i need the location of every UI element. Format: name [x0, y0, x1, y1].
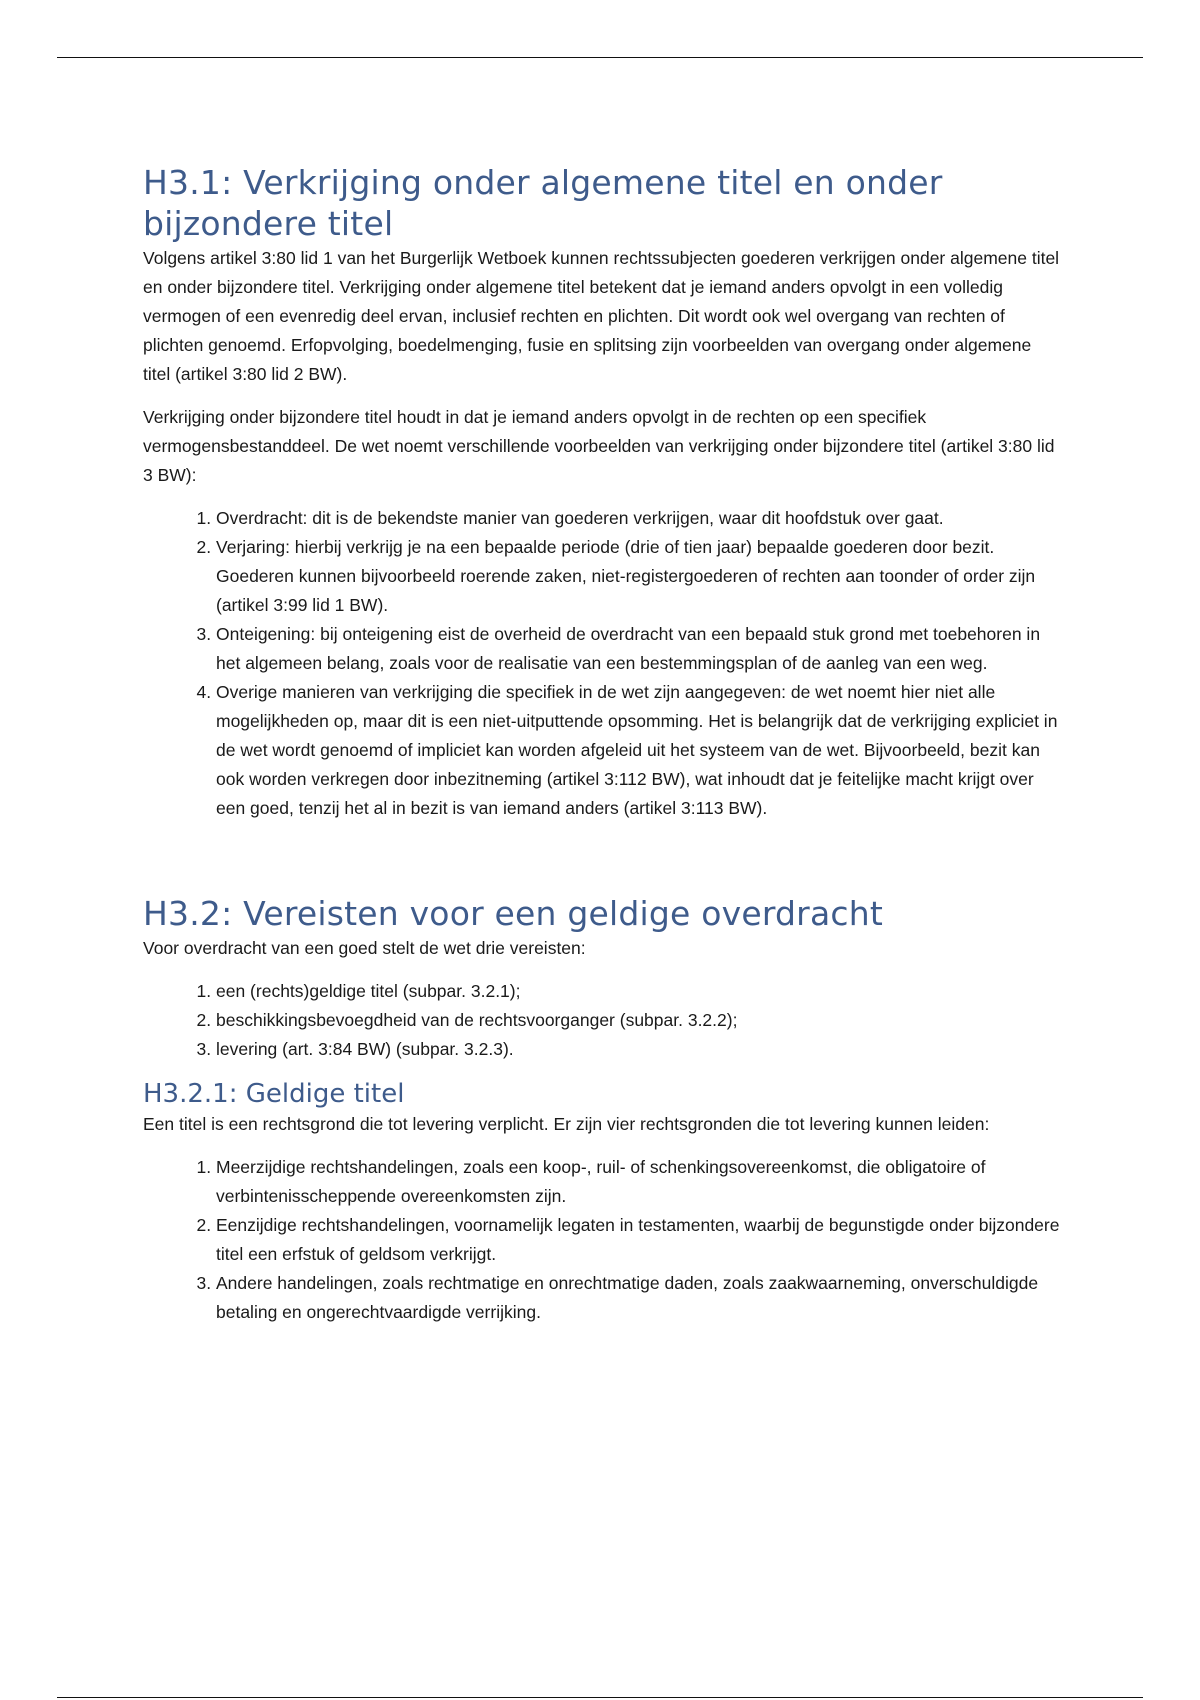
bottom-divider	[57, 1697, 1143, 1698]
numbered-list	[143, 1153, 1063, 1327]
top-divider	[57, 57, 1143, 58]
section-heading-3-2: H3.2: Vereisten voor een geldige overdracht	[143, 894, 883, 933]
subsection-heading-3-2-1: H3.2.1: Geldige titel	[143, 1079, 405, 1109]
list-item: 2. Verjaring: hierbij verkrijg je na een bepaalde periode (drie of tien jaar) bepaalde goederen door bezit. Goederen kunnen bijvoorbeeld roerende zaken, niet-registergoederen of rechten aan toonder of order zijn (artikel 3:99 lid 1 BW).	[216, 533, 1063, 620]
section-heading-3-1: H3.1: Verkrijging onder algemene titel en onder bijzondere titel	[143, 163, 943, 243]
document-body	[143, 162, 1063, 1341]
list-item: 1. Overdracht: dit is de bekendste manier van goederen verkrijgen, waar dit hoofdstuk over gaat.	[216, 504, 1063, 533]
list-item: 1. Meerzijdige rechtshandelingen, zoals een koop-, ruil- of schenkingsovereenkomst, die obligatoire of verbintenisscheppende overeenkomsten zijn.	[216, 1153, 1063, 1211]
list-item: 2. beschikkingsbevoegdheid van de rechtsvoorganger (subpar. 3.2.2);	[216, 1006, 1063, 1035]
list-item: 1. een (rechts)geldige titel (subpar. 3.2.1);	[216, 977, 1063, 1006]
list-item: 3. Andere handelingen, zoals rechtmatige en onrechtmatige daden, zoals zaakwaarneming, onverschuldigde betaling en ongerechtvaardigde verrijking.	[216, 1269, 1063, 1327]
numbered-list	[143, 977, 1063, 1064]
paragraph: Verkrijging onder bijzondere titel houdt in dat je iemand anders opvolgt in de rechten op een specifiek vermogensbestanddeel. De wet noemt verschillende voorbeelden van verkrijging onder bijzondere titel (artikel 3:80 lid 3 BW):	[143, 407, 1055, 485]
numbered-list	[143, 504, 1063, 823]
list-item: 4. Overige manieren van verkrijging die specifiek in de wet zijn aangegeven: de wet noemt hier niet alle mogelijkheden op, maar dit is een niet-uitputtende opsomming. Het is belangrijk dat de verkrijging expliciet in de wet wordt genoemd of impliciet kan worden afgeleid uit het systeem van de wet. Bijvoorbeeld, bezit kan ook worden verkregen door inbezitneming (artikel 3:112 BW), wat inhoudt dat je feitelijke macht krijgt over een goed, tenzij het al in bezit is van iemand anders (artikel 3:113 BW).	[216, 678, 1063, 823]
paragraph: Voor overdracht van een goed stelt de wet drie vereisten:	[143, 938, 586, 958]
list-item: 3. levering (art. 3:84 BW) (subpar. 3.2.3).	[216, 1035, 1063, 1064]
list-item: 2. Eenzijdige rechtshandelingen, voornamelijk legaten in testamenten, waarbij de begunstigde onder bijzondere titel een erfstuk of geldsom verkrijgt.	[216, 1211, 1063, 1269]
paragraph: Volgens artikel 3:80 lid 1 van het Burgerlijk Wetboek kunnen rechtssubjecten goederen verkrijgen onder algemene titel en onder bijzondere titel. Verkrijging onder algemene titel betekent dat je iemand anders opvolgt in een volledig vermogen of een evenredig deel ervan, inclusief rechten en plichten. Dit wordt ook wel overgang van rechten of plichten genoemd. Erfopvolging, boedelmenging, fusie en splitsing zijn voorbeelden van overgang onder algemene titel (artikel 3:80 lid 2 BW).	[143, 248, 1060, 384]
paragraph: Een titel is een rechtsgrond die tot levering verplicht. Er zijn vier rechtsgronden die tot levering kunnen leiden:	[143, 1114, 990, 1134]
list-item: 3. Onteigening: bij onteigening eist de overheid de overdracht van een bepaald stuk grond met toebehoren in het algemeen belang, zoals voor de realisatie van een bestemmingsplan of de aanleg van een weg.	[216, 620, 1063, 678]
